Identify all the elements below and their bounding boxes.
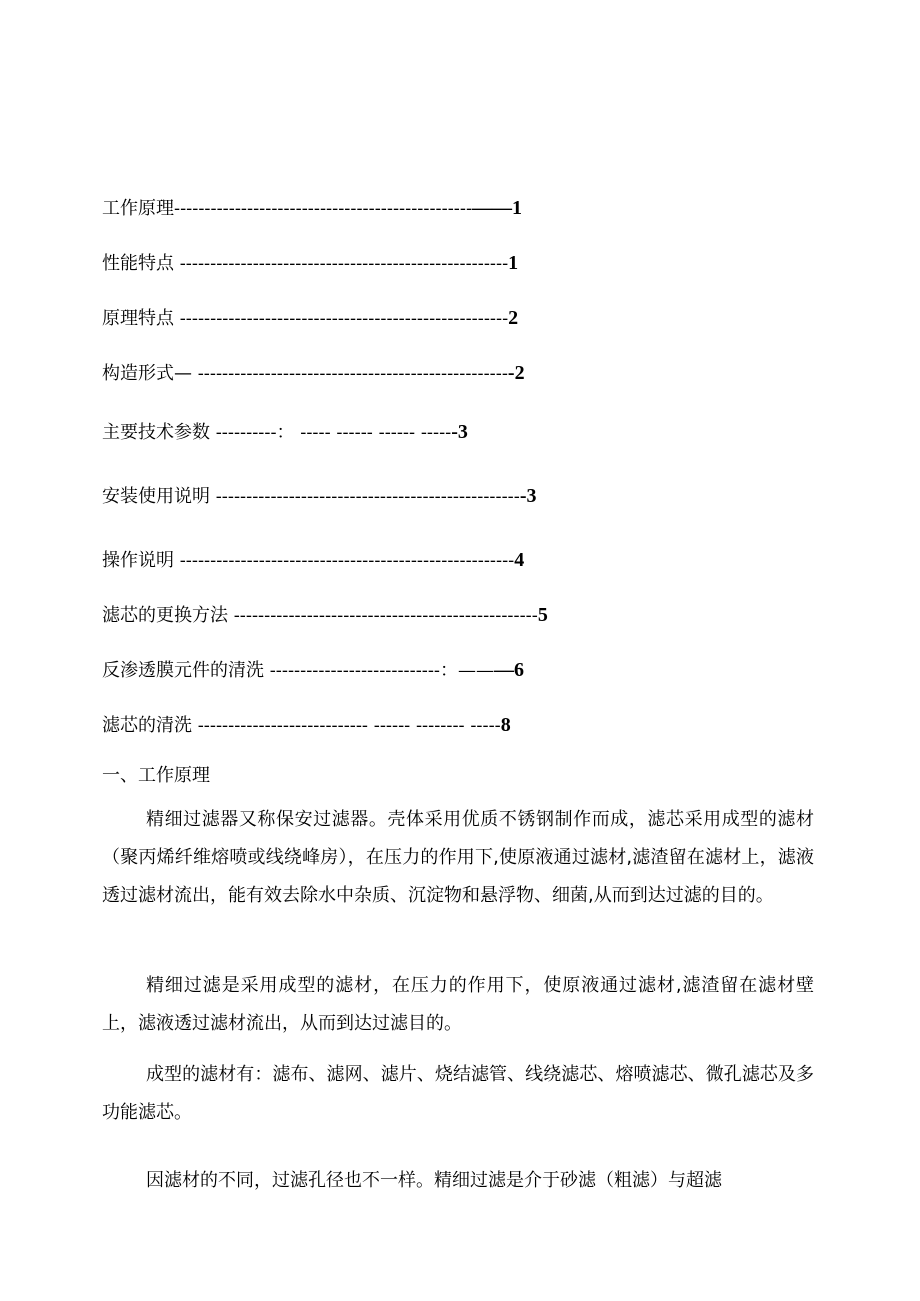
- toc-page-number: ——1: [472, 197, 523, 219]
- toc-leader: ------------------------------------------------------: [174, 308, 509, 329]
- toc-entry[interactable]: [102, 306, 752, 331]
- toc-page-number: 4: [514, 549, 525, 571]
- toc-leader: ----------： ----- ------ ------ -----: [210, 422, 452, 443]
- toc-entry[interactable]: [102, 251, 752, 276]
- toc-title: 反渗透膜元件的清洗: [102, 660, 264, 681]
- toc-title: 操作说明: [102, 550, 174, 571]
- toc-page-number: 8: [500, 714, 511, 736]
- body-paragraph: 因滤材的不同，过滤孔径也不一样。精细过滤是介于砂滤（粗滤）与超滤: [146, 1170, 722, 1191]
- body-paragraph: 精细过滤是采用成型的滤材，在压力的作用下，使原液通过滤材,滤渣留在滤材壁上，滤液透过滤材流出，从而到达过滤目的。: [102, 975, 814, 1034]
- toc-leader: -------------------------------------------------------: [174, 550, 515, 571]
- toc-page-number: -3: [451, 421, 468, 443]
- toc-leader: ----------------------------：——: [264, 660, 495, 681]
- section-heading: 一、工作原理: [102, 765, 210, 786]
- toc-leader: ------------------------------------------------------: [174, 253, 509, 274]
- toc-page-number: -2: [507, 362, 525, 384]
- toc-entry[interactable]: [102, 548, 752, 573]
- toc-leader: ---------------------------- ------ -------- -----: [192, 715, 501, 736]
- toc-entry[interactable]: [102, 361, 752, 386]
- toc-entry[interactable]: [102, 603, 752, 628]
- toc-title: 滤芯的清洗: [102, 715, 192, 736]
- toc-title: 构造形式—: [102, 363, 192, 384]
- toc-title: 原理特点: [102, 308, 174, 329]
- toc-entry[interactable]: [102, 420, 752, 445]
- toc-entry[interactable]: [102, 713, 752, 738]
- body-paragraph: 精细过滤器又称保安过滤器。壳体采用优质不锈钢制作而成，滤芯采用成型的滤材（聚丙烯纤维熔喷或线绕峰房），在压力的作用下,使原液通过滤材,滤渣留在滤材上，滤液透过滤材流出，能有效去除水中杂质、沉淀物和悬浮物、细菌,从而到达过滤的目的。: [102, 809, 814, 906]
- toc-entry[interactable]: [102, 196, 752, 221]
- toc-title: 安装使用说明: [102, 486, 210, 507]
- body-paragraph: 成型的滤材有：滤布、滤网、滤片、烧结滤管、线绕滤芯、熔喷滤芯、微孔滤芯及多功能滤芯。: [102, 1064, 814, 1123]
- toc-leader: ---------------------------------------------------: [192, 363, 508, 384]
- toc-title: 滤芯的更换方法: [102, 605, 228, 626]
- toc-page-number: —6: [494, 659, 525, 681]
- toc-page-number: 5: [537, 604, 548, 626]
- toc-leader: -------------------------------------------------: [174, 198, 473, 219]
- toc-entry[interactable]: [102, 658, 752, 683]
- toc-page-number: 2: [508, 307, 519, 329]
- toc-title: 主要技术参数: [102, 422, 210, 443]
- toc-leader: --------------------------------------------------: [228, 605, 538, 626]
- toc-title: 工作原理: [102, 198, 174, 219]
- toc-title: 性能特点: [102, 253, 174, 274]
- toc-page-number: 1: [508, 252, 519, 274]
- toc-entry[interactable]: [102, 484, 752, 509]
- toc-page-number: -3: [519, 485, 537, 507]
- toc-leader: --------------------------------------------------: [210, 486, 520, 507]
